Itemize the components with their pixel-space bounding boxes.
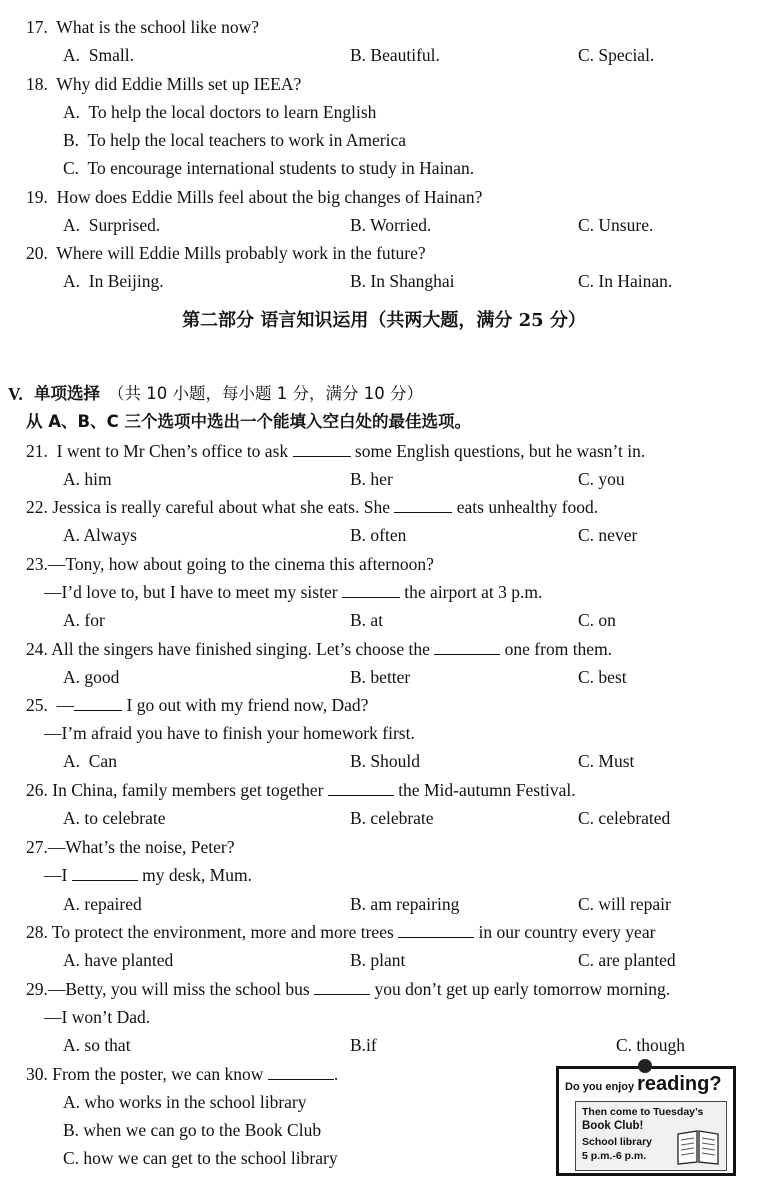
poster-heading-small: Do you enjoy bbox=[565, 1081, 638, 1093]
option-b: B. Beautiful. bbox=[350, 45, 440, 65]
option-b: B.if bbox=[350, 1035, 377, 1055]
stem-before-blank: 25. — bbox=[26, 695, 75, 715]
poster-line-2: Book Club! bbox=[582, 1120, 644, 1132]
section-number: V. bbox=[8, 384, 23, 404]
option-a: A. In Beijing. bbox=[63, 271, 164, 291]
option-b: B. when we can go to the Book Club bbox=[63, 1120, 322, 1140]
stem-after-blank: some English questions, but he wasn’t in. bbox=[350, 441, 646, 461]
question-stem bbox=[26, 918, 655, 946]
question-stem: 20. Where will Eddie Mills probably work in the future? bbox=[26, 243, 426, 263]
stem-after-blank: eats unhealthy food. bbox=[452, 497, 599, 517]
option-c: C. will repair bbox=[578, 894, 671, 914]
option-a: A. him bbox=[63, 469, 112, 489]
question-stem: 17. What is the school like now? bbox=[26, 17, 259, 37]
stem-before-blank: 22. Jessica is really careful about what she eats. She bbox=[26, 497, 395, 517]
stem-before-blank: —I’d love to, but I have to meet my sister bbox=[44, 582, 342, 602]
question-stem: 23.—Tony, how about going to the cinema this afternoon? bbox=[26, 554, 434, 574]
option-b: B. Worried. bbox=[350, 215, 432, 235]
option-c: C. In Hainan. bbox=[578, 271, 673, 291]
stem-after-blank: . bbox=[333, 1064, 339, 1084]
option-a: A. to celebrate bbox=[63, 808, 166, 828]
option-b: B. In Shanghai bbox=[350, 271, 455, 291]
question-stem: 27.—What’s the noise, Peter? bbox=[26, 837, 235, 857]
option-a: A. good bbox=[63, 667, 120, 687]
question-stem bbox=[26, 493, 598, 521]
answer-blank bbox=[72, 862, 138, 881]
option-b: B. at bbox=[350, 610, 384, 630]
option-b: B. often bbox=[350, 525, 407, 545]
stem-before-blank: 29.—Betty, you will miss the school bus bbox=[26, 979, 315, 999]
stem-before-blank: 24. All the singers have finished singing. Let’s choose the bbox=[26, 639, 435, 659]
poster-heading bbox=[565, 1073, 722, 1096]
answer-blank bbox=[268, 1061, 334, 1080]
stem-before-blank: —I bbox=[44, 865, 72, 885]
stem-after-blank: you don’t get up early tomorrow morning. bbox=[370, 979, 671, 999]
option-c: C. To encourage international students to study in Hainan. bbox=[63, 158, 475, 178]
stem-before-blank: 30. From the poster, we can know bbox=[26, 1064, 268, 1084]
option-b: B. plant bbox=[350, 950, 406, 970]
poster-notice-box bbox=[575, 1101, 727, 1171]
stem-after-blank: my desk, Mum. bbox=[137, 865, 252, 885]
answer-blank bbox=[342, 579, 400, 598]
answer-blank bbox=[74, 692, 122, 711]
question-stem: 19. How does Eddie Mills feel about the big changes of Hainan? bbox=[26, 187, 483, 207]
option-c: C. you bbox=[578, 469, 625, 489]
option-c: C. Special. bbox=[578, 45, 655, 65]
stem-after-blank: the airport at 3 p.m. bbox=[399, 582, 543, 602]
section-detail: （共 10 小题，每小题 1 分，满分 10 分） bbox=[108, 384, 423, 403]
option-a: A. who works in the school library bbox=[63, 1092, 307, 1112]
poster-line-1: Then come to Tuesday’s bbox=[582, 1106, 704, 1118]
question-stem bbox=[26, 635, 612, 663]
option-a: A. To help the local doctors to learn English bbox=[63, 102, 377, 122]
reply-line bbox=[44, 861, 252, 889]
reply-line bbox=[44, 578, 542, 606]
option-c: C. Unsure. bbox=[578, 215, 654, 235]
stem-after-blank: one from them. bbox=[500, 639, 613, 659]
option-b: B. her bbox=[350, 469, 393, 489]
option-c: C. are planted bbox=[578, 950, 676, 970]
option-c: C. Must bbox=[578, 751, 635, 771]
option-a: A. so that bbox=[63, 1035, 131, 1055]
option-c: C. never bbox=[578, 525, 638, 545]
answer-blank bbox=[328, 777, 394, 796]
option-a: A. Always bbox=[63, 525, 137, 545]
option-a: A. Surprised. bbox=[63, 215, 161, 235]
option-b: B. Should bbox=[350, 751, 421, 771]
option-a: A. Small. bbox=[63, 45, 134, 65]
poster-line-3: School library bbox=[582, 1136, 653, 1148]
answer-blank bbox=[398, 919, 474, 938]
answer-blank bbox=[314, 976, 370, 995]
part-two-title: 第二部分 语言知识运用（共两大题，满分 25 分） bbox=[182, 310, 586, 331]
option-b: B. better bbox=[350, 667, 411, 687]
reply-line: —I’m afraid you have to finish your homework first. bbox=[44, 723, 415, 743]
option-a: A. have planted bbox=[63, 950, 174, 970]
option-c: C. how we can get to the school library bbox=[63, 1148, 338, 1168]
question-stem bbox=[26, 975, 670, 1003]
question-stem bbox=[26, 1060, 338, 1088]
option-c: C. best bbox=[578, 667, 627, 687]
section-title: 单项选择 bbox=[34, 384, 100, 403]
answer-blank bbox=[394, 494, 452, 513]
stem-after-blank: in our country every year bbox=[474, 922, 656, 942]
open-book-icon bbox=[676, 1128, 720, 1166]
option-a: A. for bbox=[63, 610, 105, 630]
stem-after-blank: the Mid-autumn Festival. bbox=[393, 780, 576, 800]
option-a: A. repaired bbox=[63, 894, 142, 914]
question-stem bbox=[26, 691, 368, 719]
book-club-poster bbox=[556, 1066, 736, 1176]
instruction-text: 从 A、B、C 三个选项中选出一个能填入空白处的最佳选项。 bbox=[26, 412, 471, 431]
question-stem: 18. Why did Eddie Mills set up IEEA? bbox=[26, 74, 302, 94]
option-c: C. on bbox=[578, 610, 616, 630]
option-b: B. celebrate bbox=[350, 808, 434, 828]
option-b: B. To help the local teachers to work in America bbox=[63, 130, 407, 150]
answer-blank bbox=[293, 438, 351, 457]
option-a: A. Can bbox=[63, 751, 117, 771]
pushpin-icon bbox=[638, 1059, 652, 1073]
poster-heading-big: reading? bbox=[637, 1073, 722, 1095]
option-c: C. celebrated bbox=[578, 808, 671, 828]
question-stem bbox=[26, 437, 645, 465]
option-b: B. am repairing bbox=[350, 894, 460, 914]
question-stem bbox=[26, 776, 576, 804]
stem-before-blank: 21. I went to Mr Chen’s office to ask bbox=[26, 441, 293, 461]
stem-after-blank: I go out with my friend now, Dad? bbox=[122, 695, 369, 715]
stem-before-blank: 26. In China, family members get together bbox=[26, 780, 328, 800]
poster-line-4: 5 p.m.-6 p.m. bbox=[582, 1150, 647, 1162]
option-c: C. though bbox=[616, 1035, 686, 1055]
reply-line: —I won’t Dad. bbox=[44, 1007, 151, 1027]
stem-before-blank: 28. To protect the environment, more and more trees bbox=[26, 922, 399, 942]
answer-blank bbox=[434, 636, 500, 655]
